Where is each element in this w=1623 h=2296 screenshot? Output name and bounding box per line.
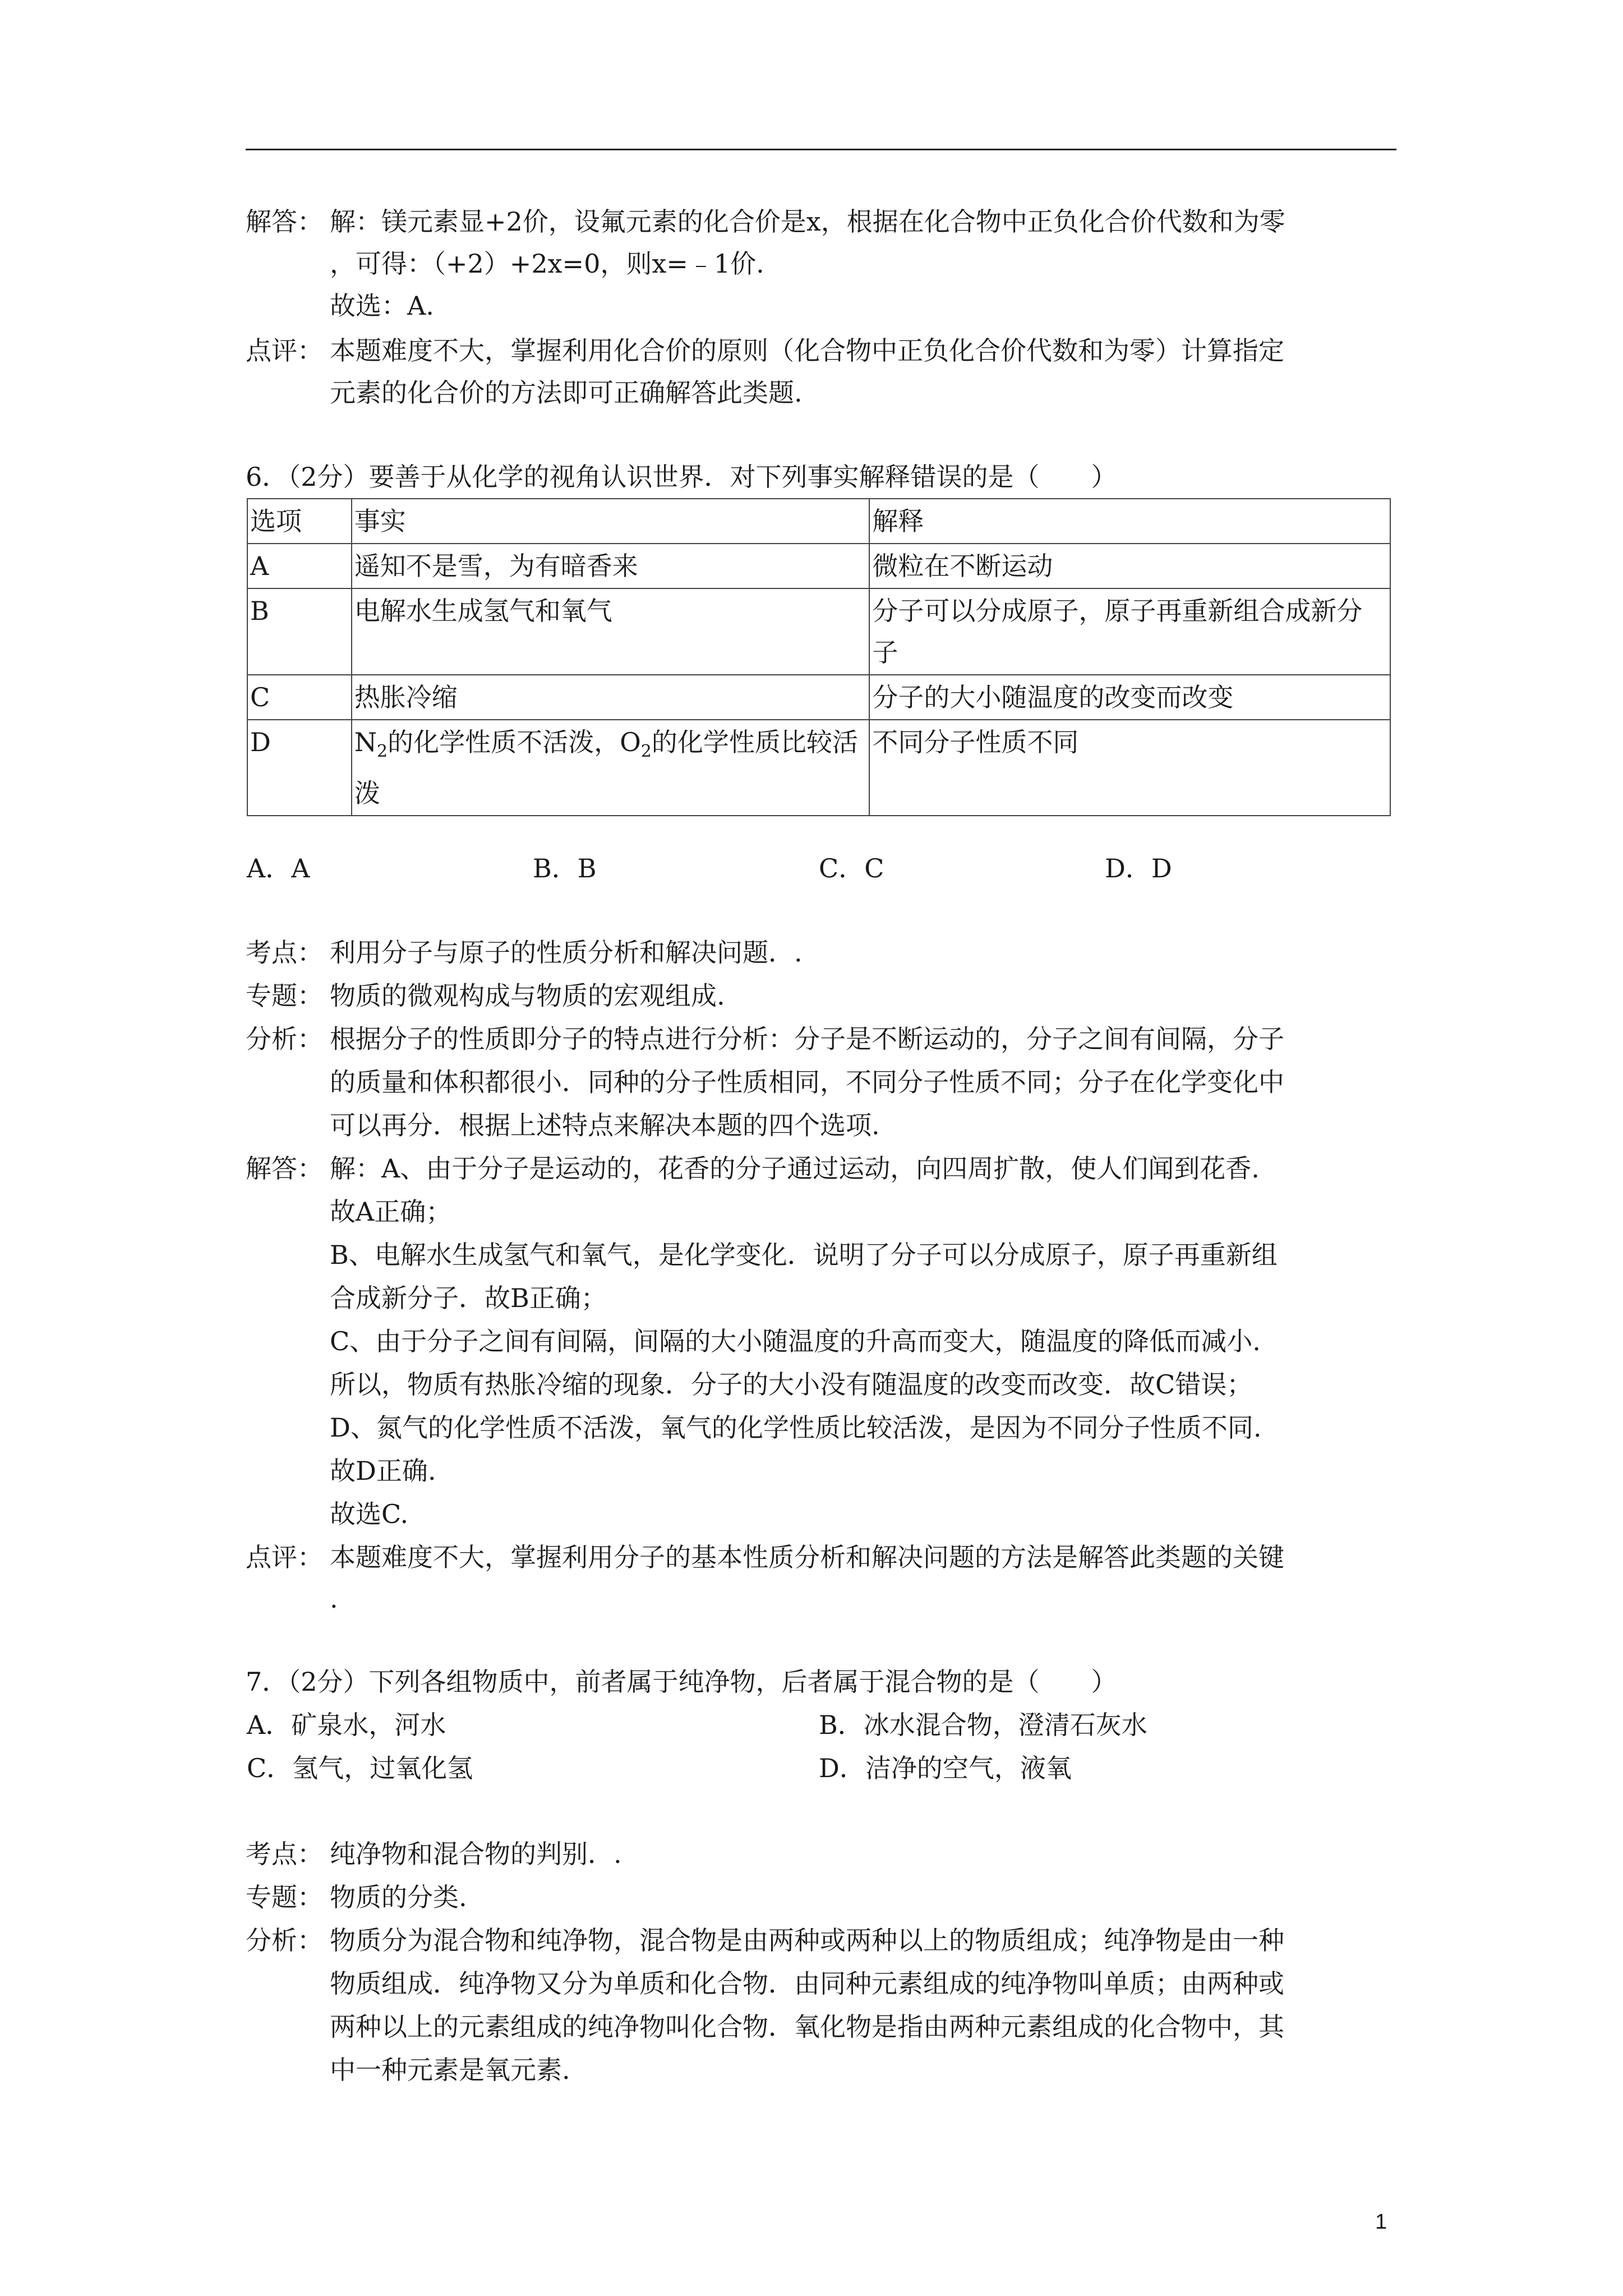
table-cell-explain: 不同分子性质不同 — [869, 720, 1390, 816]
fact-end: 的化学性质比较活泼 — [354, 727, 858, 809]
option-c: C．C — [819, 853, 884, 884]
answer-label: 解答： — [246, 206, 323, 237]
table-header-cell: 事实 — [352, 499, 870, 544]
table-row — [247, 675, 1390, 720]
fenxi-line: 的质量和体积都很小．同种的分子性质相同，不同分子性质不同；分子在化学变化中 — [330, 1067, 1284, 1097]
jieda-line: C、由于分子之间有间隔，间隔的大小随温度的升高而变大，随温度的降低而减小. — [330, 1326, 1261, 1356]
fenxi-line: 根据分子的性质即分子的特点进行分析：分子是不断运动的，分子之间有间隔，分子 — [330, 1024, 1284, 1054]
jieda-line: 合成新分子．故B正确； — [330, 1283, 607, 1313]
jieda-line: 解：A、由于分子是运动的，花香的分子通过运动，向四周扩散，使人们闻到花香. — [330, 1153, 1260, 1184]
option-a: A．矿泉水，河水 — [247, 1710, 446, 1740]
table-header-cell: 解释 — [869, 499, 1390, 544]
fenxi-line: 物质分为混合物和纯净物，混合物是由两种或两种以上的物质组成；纯净物是由一种 — [330, 1925, 1284, 1955]
facts-table — [247, 498, 1391, 816]
table-header-row — [247, 499, 1390, 544]
zhuanti-label: 专题： — [246, 981, 323, 1011]
option-a: A．A — [247, 853, 310, 884]
table-cell-option: C — [247, 675, 352, 720]
kaodian-label: 考点： — [246, 1839, 323, 1869]
answer-line: ，可得：（+2）+2x=0，则x=﹣1价. — [330, 249, 764, 279]
jieda-label: 解答： — [246, 1153, 323, 1184]
fenxi-label: 分析： — [246, 1024, 323, 1054]
table-row — [247, 544, 1390, 588]
table-cell-option: D — [247, 720, 352, 816]
zhuanti-label: 专题： — [246, 1882, 323, 1912]
option-d: D．D — [1105, 853, 1172, 884]
table-cell-fact: 电解水生成氢气和氧气 — [352, 588, 870, 675]
jieda-line: D、氮气的化学性质不活泼，氧气的化学性质比较活泼，是因为不同分子性质不同. — [330, 1412, 1262, 1443]
table-cell-option: A — [247, 544, 352, 588]
dianping-line: . — [330, 1584, 338, 1614]
option-c: C．氢气，过氧化氢 — [247, 1753, 473, 1783]
table-row — [247, 588, 1390, 675]
review-label: 点评： — [246, 335, 323, 366]
zhuanti-text: 物质的分类. — [330, 1882, 467, 1912]
jieda-line: 故A正确； — [330, 1197, 452, 1227]
fact-n-subscript: 2 — [376, 742, 388, 762]
table-cell-explain: 微粒在不断运动 — [869, 544, 1390, 588]
jieda-line: 所以，物质有热胀冷缩的现象．分子的大小没有随温度的改变而改变．故C错误； — [330, 1369, 1253, 1400]
jieda-line: 故D正确. — [330, 1456, 436, 1486]
jieda-line: 故选C. — [330, 1499, 409, 1529]
kaodian-label: 考点： — [246, 937, 323, 968]
answer-line: 故选：A. — [330, 291, 434, 321]
fact-mid: 的化学性质不活泼，O — [388, 727, 641, 757]
page-number: 1 — [1375, 2210, 1387, 2234]
question-6-title: 6．（2分）要善于从化学的视角认识世界．对下列事实解释错误的是（ ） — [246, 462, 1117, 492]
fenxi-line: 两种以上的元素组成的纯净物叫化合物．氧化物是指由两种元素组成的化合物中，其 — [330, 2012, 1284, 2042]
table-cell-fact — [352, 720, 870, 816]
option-b: B．B — [533, 853, 597, 884]
jieda-line: B、电解水生成氢气和氧气，是化学变化．说明了分子可以分成原子，原子再重新组 — [330, 1240, 1278, 1270]
fact-o-subscript: 2 — [640, 742, 652, 762]
fact-n: N — [354, 727, 377, 757]
question-7-title: 7．（2分）下列各组物质中，前者属于纯净物，后者属于混合物的是（ ） — [246, 1667, 1117, 1697]
dianping-label: 点评： — [246, 1542, 323, 1572]
explain-text: 分子可以分成原子，原子再重新组合成新分子 — [872, 596, 1363, 668]
answer-line: 解：镁元素显+2价，设氟元素的化合价是x，根据在化合物中正负化合价代数和为零 — [330, 206, 1285, 237]
zhuanti-text: 物质的微观构成与物质的宏观组成. — [330, 981, 725, 1011]
table-cell-explain: 分子的大小随温度的改变而改变 — [869, 675, 1390, 720]
review-line: 本题难度不大，掌握利用化合价的原则（化合物中正负化合价代数和为零）计算指定 — [330, 335, 1284, 366]
fenxi-line: 中一种元素是氧元素. — [330, 2055, 570, 2085]
table-cell-explain — [869, 588, 1390, 675]
table-header-cell: 选项 — [247, 499, 352, 544]
fenxi-label: 分析： — [246, 1925, 323, 1955]
option-d: D．洁净的空气，液氧 — [819, 1753, 1072, 1783]
header-rule — [246, 149, 1396, 150]
table-cell-option: B — [247, 588, 352, 675]
table-cell-fact: 热胀冷缩 — [352, 675, 870, 720]
kaodian-text: 纯净物和混合物的判别．. — [330, 1839, 622, 1869]
kaodian-text: 利用分子与原子的性质分析和解决问题．. — [330, 937, 803, 968]
fenxi-line: 物质组成．纯净物又分为单质和化合物．由同种元素组成的纯净物叫单质；由两种或 — [330, 1968, 1284, 1999]
table-row — [247, 720, 1390, 816]
fenxi-line: 可以再分．根据上述特点来解决本题的四个选项. — [330, 1110, 880, 1140]
dianping-line: 本题难度不大，掌握利用分子的基本性质分析和解决问题的方法是解答此类题的关键 — [330, 1542, 1284, 1572]
table-cell-fact: 遥知不是雪，为有暗香来 — [352, 544, 870, 588]
review-line: 元素的化合价的方法即可正确解答此类题. — [330, 378, 803, 408]
option-b: B．冰水混合物，澄清石灰水 — [819, 1710, 1147, 1740]
